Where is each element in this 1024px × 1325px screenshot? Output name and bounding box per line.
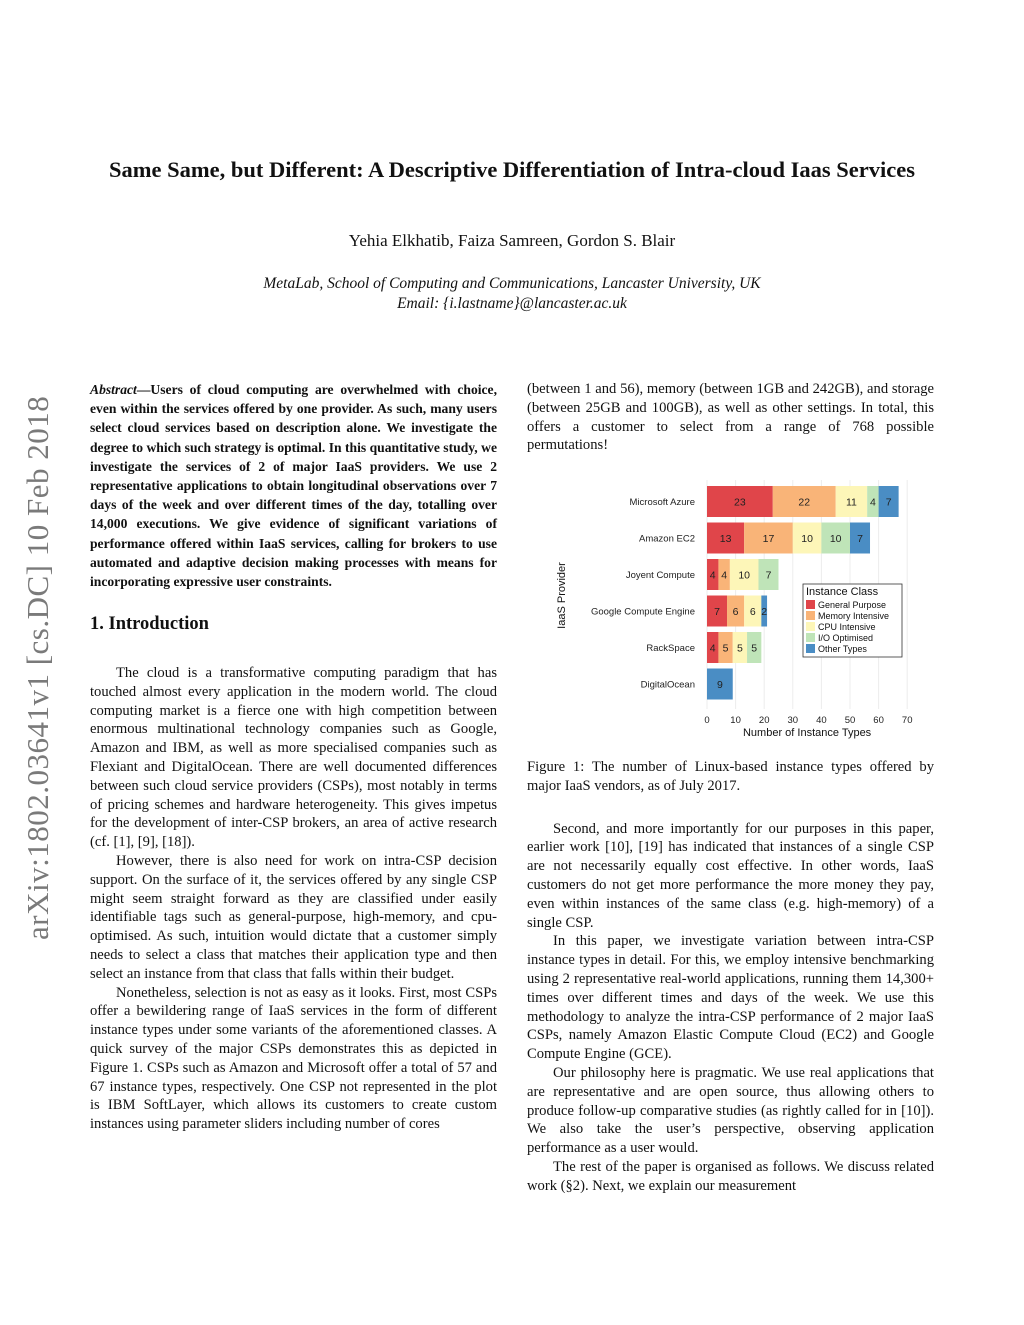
y-tick-label: RackSpace — [646, 643, 695, 654]
paragraph: Second, and more importantly for our purposes in this paper, earlier work [10], [19] has indicated that instances of a single CSP are not necessarily equally cost effective. In other words, IaaS customers do not get more performance the more money they pay, even within instances of the same class (e.g. high-memory) of a single CSP. — [527, 820, 934, 931]
x-tick-label: 50 — [844, 715, 856, 726]
y-tick-label: Google Compute Engine — [590, 606, 695, 618]
abstract-dash: — — [136, 382, 151, 397]
legend-title: Instance Class — [806, 586, 879, 598]
data-label: 10 — [738, 569, 751, 582]
y-tick-label: DigitalOcean — [640, 679, 695, 691]
email: Email: {i.lastname}@lancaster.ac.uk — [397, 295, 627, 312]
x-tick-label: 60 — [873, 715, 884, 726]
paragraph: However, there is also need for work on intra-CSP decision support. On the surface of it, the services offered by any single CSP might seem straight forward as they are classified under easily identifiable tags such as general-purpose, high-memory, and cpu-optimised. As such, intuition would dictate that a customer simply needs to select a class that matches their application type and then select an instance from that class that falls within their budget. — [90, 853, 497, 982]
x-tick-label: 10 — [730, 715, 741, 726]
arxiv-identifier-stamp: arXiv:1802.03641v1 [cs.DC] 10 Feb 2018 — [20, 395, 55, 940]
data-label: 22 — [798, 496, 811, 509]
x-axis-label: Number of Instance Types — [742, 727, 872, 739]
data-label: 7 — [885, 496, 892, 509]
affiliation-block — [40, 274, 984, 314]
data-label: 17 — [762, 533, 775, 545]
data-label: 6 — [732, 606, 739, 618]
right-column — [527, 380, 934, 455]
paragraph: Our philosophy here is pragmatic. We use real applications that are representative and are open source, thus allowing others to produce follow-up comparative studies (as rightly called for in [10]). We also take the user’s perspective, observing application performance as a user would. — [527, 1064, 934, 1157]
left-column — [90, 380, 497, 1134]
data-label: 5 — [722, 642, 729, 655]
legend-swatch — [806, 611, 815, 620]
figure-caption: Figure 1: The number of Linux-based instance types offered by major IaaS vendors, as of July 2017. — [527, 759, 934, 794]
abstract — [90, 380, 497, 591]
stacked-bar-chart — [527, 470, 934, 755]
data-label: 7 — [765, 569, 772, 582]
data-label: 10 — [829, 533, 842, 545]
legend-swatch — [806, 600, 815, 609]
data-label: 11 — [845, 496, 857, 509]
data-label: 13 — [719, 533, 732, 545]
abstract-label: Abstract — [90, 382, 137, 397]
data-label: 6 — [749, 606, 756, 618]
author-list: Yehia Elkhatib, Faiza Samreen, Gordon S. Blair — [348, 231, 676, 250]
paragraph: (between 1 and 56), memory (between 1GB and 242GB), and storage (between 25GB and 100GB), as well as other settings. In total, this offers a customer to select from a range of 768 possible permutations! — [527, 381, 934, 454]
paragraph: Nonetheless, selection is not as easy as it looks. First, most CSPs offer a bewildering range of IaaS services in the form of different instance types under some variants of the aforementioned classes. A quick survey of the major CSPs demonstrates this as depicted in Figure 1. CSPs such as Amazon and Microsoft offer a total of 57 and 67 instance types, respectively. One CSP not represented in the plot is IBM SoftLayer, which allows its customers to create custom instances using parameter sliders including number of cores — [90, 984, 497, 1133]
x-tick-label: 40 — [816, 715, 827, 726]
legend-entry: General Purpose — [818, 600, 887, 610]
legend-entry: I/O Optimised — [818, 633, 874, 643]
figure-and-text — [527, 758, 934, 1196]
data-label: 9 — [716, 679, 723, 691]
y-tick-label: Joyent Compute — [625, 570, 695, 581]
legend-entry: Memory Intensive — [818, 611, 890, 621]
data-label: 7 — [714, 606, 720, 618]
figure-1-chart — [527, 470, 934, 755]
legend-swatch — [806, 622, 815, 631]
paper-title: Same Same, but Different: A Descriptive Differentiation of Intra-cloud Iaas Services — [109, 157, 915, 182]
paragraph: In this paper, we investigate variation between intra-CSP instance types in detail. For this, we employ intensive benchmarking using 2 representative real-world applications, running them 14,300+ times over different times and days of the week. We use this methodology to analyze the intra-CSP performance of 2 major IaaS CSPs, namely Amazon Elastic Compute Cloud (EC2) and Google Compute Engine (GCE). — [527, 933, 934, 1063]
section-heading-introduction: 1. Introduction — [90, 614, 209, 635]
data-label: 5 — [736, 642, 743, 655]
x-tick-label: 20 — [758, 715, 770, 726]
legend-swatch — [806, 633, 815, 642]
x-tick-label: 0 — [704, 715, 710, 726]
legend-entry: Other Types — [818, 644, 867, 654]
y-tick-label: Amazon EC2 — [639, 533, 695, 545]
data-label: 5 — [751, 642, 758, 655]
data-label: 4 — [709, 569, 716, 582]
legend-swatch — [806, 644, 815, 653]
data-label: 10 — [801, 533, 813, 545]
data-label: 7 — [857, 533, 863, 545]
y-tick-label: Microsoft Azure — [629, 497, 695, 508]
abstract-text: Users of cloud computing are overwhelmed with choice, even within the services offered by one provider. As such, many users select cloud services based on description alone. We investigate the degree to which such strategy is optimal. In this quantitative study, we investigate the services of 2 of major IaaS providers. We use 2 representative applications to obtain longitudinal observations over 7 days of the week and over different times of the day, totalling over 14,000 executions. We give evidence of significant variations of performance offered within IaaS services, calling for brokers to use automated and adaptive decision making processes with means for incorporating expressive user constraints. — [90, 382, 497, 590]
data-label: 23 — [734, 496, 746, 509]
data-label: 2 — [761, 606, 768, 618]
legend-entry: CPU Intensive — [818, 622, 876, 632]
y-axis-label: IaaS Provider — [556, 562, 568, 629]
paragraph: The rest of the paper is organised as follows. We discuss related work (§2). Next, we explain our measurement — [527, 1158, 934, 1194]
affiliation: MetaLab, School of Computing and Communications, Lancaster University, UK — [263, 275, 761, 292]
data-label: 4 — [721, 569, 728, 582]
x-tick-label: 70 — [901, 715, 913, 726]
x-tick-label: 30 — [787, 715, 799, 726]
data-label: 4 — [709, 642, 716, 655]
data-label: 4 — [869, 496, 876, 509]
paragraph: The cloud is a transformative computing paradigm that has touched almost every application in the modern world. The cloud computing market is a fierce one with high competition between enormous multinational technology companies such as Google, Amazon and IBM, as well as more specialised companies such as Flexiant and DigitalOcean. There are well documented differences between such cloud service providers (CSPs), most notably in terms of pricing schemes and hardware heterogeneity. This gives impetus for the development of inter-CSP brokers, an area of active research (cf. [1], [9], [18]). — [90, 665, 497, 851]
